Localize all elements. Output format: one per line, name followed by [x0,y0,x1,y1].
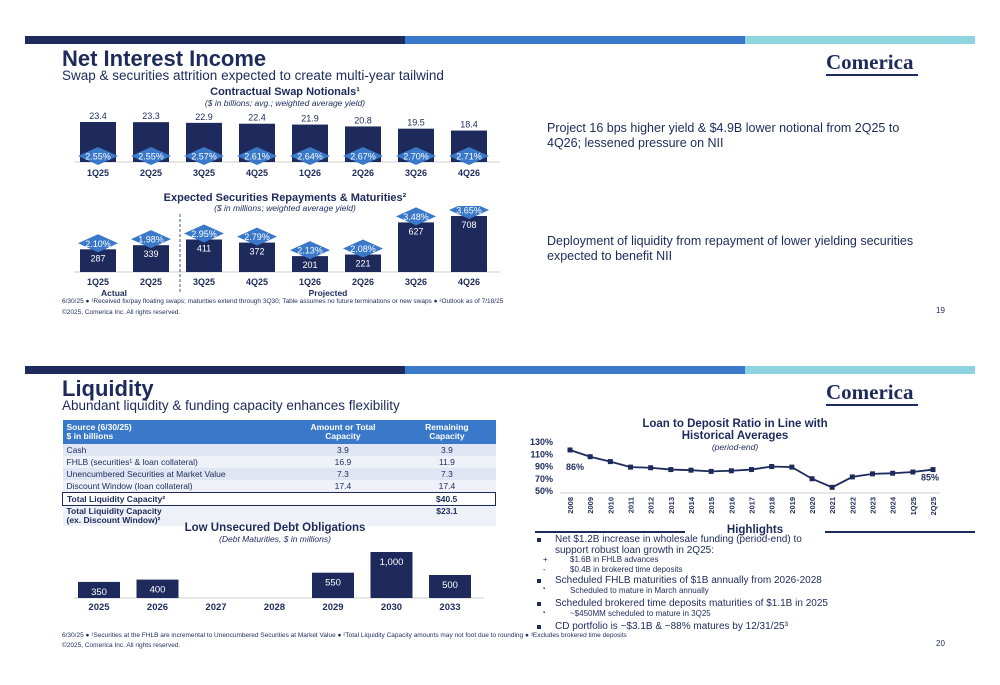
table-row [63,444,496,456]
highlights-heading: Highlights [685,524,825,536]
securities-value-label: 627 [408,226,424,237]
ltd-x-tick-label: 2009 [586,497,596,514]
table-header-row [63,420,496,444]
commentary-swaps: Project 16 bps higher yield & $4.9B lower notional from 2Q25 to 4Q26; lessened pressure on NII [547,121,900,150]
square-icon: ▪ [543,586,546,592]
swap-category-label: 1Q25 [86,168,110,178]
ltd-point [830,485,835,490]
ltd-x-tick-label: 2010 [606,497,616,514]
ltd-point [749,467,754,472]
footnote: 6/30/25 ● ¹Received fix/pay floating swaps; maturities extend through 3Q30; Table assumes no future terminations or new swaps ● ²Outlook as of 7/18/25 [62,298,504,305]
bullet-icon [537,602,541,606]
slide-subtitle: Swap & securities attrition expected to create multi-year tailwind [62,68,444,83]
swap-value-label: 23.3 [142,111,160,122]
debt-value-label: 350 [91,586,107,598]
ltd-point [729,468,734,473]
securities-value-label: 339 [143,249,159,260]
highlight-subitem: $1.6B in FHLB advances [570,555,659,564]
securities-category-label: 3Q26 [404,277,428,287]
swap-yield-label: 2.70% [403,151,429,162]
ltd-point [648,465,653,470]
row-amount: 16.9 [288,456,399,468]
securities-yield-label: 1.98% [138,234,164,245]
comerica-logo: Comerica [826,380,914,404]
copyright: ©2025, Comerica Inc. All rights reserved. [62,309,181,316]
bullet-icon [537,625,541,629]
ltd-x-tick-label: 2015 [707,497,717,514]
debt-value-label: 1,000 [379,557,404,568]
ltd-x-tick-label: 2017 [747,497,757,514]
header-amount: Amount or Total Capacity [288,420,399,444]
ltd-x-tick-label: 2024 [888,497,898,514]
liquidity-table [62,420,496,526]
total2-label: Total Liquidity Capacity (ex. Discount Window)² [63,506,288,527]
ltd-x-tick-label: 2023 [868,497,878,514]
row-label: Discount Window (loan collateral) [63,480,288,493]
ltd-point [931,467,936,472]
swap-value-label: 22.9 [195,111,213,122]
ltd-y-tick-label: 90% [534,461,553,472]
debt-category-label: 2026 [146,602,169,613]
ltd-x-tick-label: 2016 [727,497,737,514]
ltd-point [689,468,694,473]
securities-value-label: 708 [461,220,477,230]
ltd-end-label: 85% [920,472,939,483]
securities-category-label: 2Q25 [139,277,163,287]
ltd-x-tick-label: 2014 [687,497,696,514]
securities-yield-label: 2.95% [191,228,217,239]
securities-value-label: 221 [355,258,371,269]
table-total-row [63,493,496,506]
swap-category-label: 4Q25 [245,168,269,178]
highlight-subitem: Scheduled to mature in March annually [570,586,709,595]
ltd-point [910,470,915,475]
total-value: $40.5 [398,493,495,506]
debt-maturities-chart [70,548,490,614]
highlight-item: Scheduled brokered time deposits maturities of $1.1B in 2025 [555,598,828,609]
ltd-x-tick-label: 1Q25 [908,497,918,516]
header-stripe [0,366,1000,374]
swap-chart-title: Contractual Swap Notionals¹ [210,86,360,98]
debt-category-label: 2029 [322,602,344,613]
swap-category-label: 2Q25 [139,168,163,178]
ltd-chart-subtitle: (period-end) [711,442,759,452]
securities-repayments-chart [70,206,510,298]
securities-yield-label: 3.48% [403,211,429,222]
header-source: Source (6/30/25) $ in billions [63,420,288,444]
square-icon: ▪ [543,610,546,616]
swap-category-label: 2Q26 [351,168,375,178]
highlight-item: CD portfolio is ~$3.1B & ~88% matures by 12/31/25³ [555,621,788,632]
swap-yield-label: 2.55% [85,151,111,162]
securities-value-label: 287 [90,253,106,264]
row-amount: 7.3 [288,468,399,480]
securities-value-label: 372 [249,246,265,257]
ltd-x-tick-label: 2Q25 [929,497,938,516]
ltd-chart-title-2: Historical Averages [681,430,789,442]
footnote: 6/30/25 ● ¹Securities at the FHLB are incremental to Unencumbered Securities at Market Value ● ²Total Liquidity Capacity amounts may not foot due to rounding ● ³Excludes brokered time deposits [62,632,627,639]
securities-yield-label: 2.10% [85,238,111,249]
debt-value-label: 500 [442,580,458,591]
debt-chart-subtitle: (Debt Maturities, $ in millions) [219,534,331,544]
total2-value: $23.1 [398,506,495,527]
ltd-x-tick-label: 2021 [828,497,838,514]
ltd-x-tick-label: 2013 [666,497,676,514]
ltd-point [608,459,613,464]
row-remaining: 3.9 [398,444,495,456]
row-amount: 17.4 [288,480,399,493]
slide-net-interest-income [0,0,1000,320]
comerica-logo: Comerica [826,50,914,74]
slide-subtitle: Abundant liquidity & funding capacity enhances flexibility [62,398,400,413]
row-amount: 3.9 [288,444,399,456]
copyright: ©2025, Comerica Inc. All rights reserved. [62,642,181,649]
ltd-chart-title-1: Loan to Deposit Ratio in Line with [642,418,828,430]
ltd-start-label: 86% [566,461,585,472]
row-remaining: 11.9 [398,456,495,468]
commentary-securities: Deployment of liquidity from repayment of lower yielding securities expected to benefit NII [547,234,914,263]
ltd-point [810,476,815,481]
securities-category-label: 2Q26 [351,277,375,287]
ltd-point [769,464,774,469]
ltd-point [789,465,794,470]
ltd-x-tick-label: 2019 [787,497,797,514]
securities-category-label: 1Q25 [86,277,110,287]
securities-category-label: 4Q25 [245,277,269,287]
swap-chart-subtitle: ($ in billions; avg.; weighted average yield) [204,98,366,108]
slide-title: Liquidity [62,376,154,401]
swap-yield-label: 2.55% [138,151,164,162]
securities-value-label: 411 [196,243,212,254]
swap-value-label: 22.4 [248,112,266,123]
swap-category-label: 1Q26 [298,168,322,178]
securities-yield-label: 2.08% [350,244,376,255]
ltd-x-tick-label: 2008 [566,497,575,514]
debt-category-label: 2030 [380,602,403,613]
swap-value-label: 18.4 [460,119,478,130]
highlight-item: Net $1.2B increase in wholesale funding (period-end) to support robust loan growth in 2Q25: [555,534,802,556]
swap-value-label: 21.9 [301,113,319,124]
ltd-x-tick-label: 2012 [646,497,656,514]
securities-yield-label: 2.13% [297,245,323,256]
ltd-point [890,471,895,476]
row-label: Cash [63,444,288,456]
page-number: 20 [936,639,945,648]
securities-value-label: 201 [302,260,318,271]
bullet-icon [537,538,541,542]
ltd-x-tick-label: 2011 [626,497,636,514]
header-remaining: Remaining Capacity [398,420,495,444]
debt-category-label: 2028 [263,602,286,613]
debt-category-label: 2025 [88,602,110,613]
ltd-point [870,471,875,476]
ltd-y-tick-label: 50% [534,486,553,496]
securities-yield-label: 2.79% [244,232,270,243]
logo-underline [826,404,918,406]
swap-yield-label: 2.57% [191,151,217,162]
ltd-point [588,454,593,459]
securities-category-label: 3Q25 [192,277,216,287]
securities-chart-title: Expected Securities Repayments & Maturities² [163,192,407,204]
actual-label: Actual [101,288,127,298]
ltd-point [628,465,633,470]
ltd-x-tick-label: 2018 [767,497,777,514]
swap-yield-label: 2.61% [244,151,270,162]
row-label: FHLB (securities¹ & loan collateral) [63,456,288,468]
row-remaining: 7.3 [398,468,495,480]
securities-chart-subtitle: ($ in millions; weighted average yield) [214,203,356,213]
ltd-y-tick-label: 110% [530,449,553,460]
logo-underline [826,74,918,76]
swap-yield-label: 2.64% [297,151,323,162]
swap-category-label: 3Q25 [192,168,216,178]
slide-liquidity [0,362,1000,682]
swap-notionals-chart [70,104,510,184]
loan-to-deposit-chart [505,432,950,522]
projected-label: Projected [308,288,348,298]
bullet-icon [537,579,541,583]
ltd-y-tick-label: 130% [529,437,553,447]
slide-title: Net Interest Income [62,46,267,71]
securities-category-label: 4Q26 [457,277,481,287]
highlight-item: Scheduled FHLB maturities of $1B annually from 2026-2028 [555,575,822,586]
debt-value-label: 400 [149,584,166,596]
header-stripe [0,36,1000,44]
swap-value-label: 20.8 [354,115,372,126]
table-row [63,480,496,493]
swap-yield-label: 2.71% [456,151,482,162]
table-row [63,468,496,480]
ltd-point [568,447,573,452]
securities-category-label: 1Q26 [298,277,322,287]
swap-yield-label: 2.67% [350,151,376,162]
debt-chart-title: Low Unsecured Debt Obligations [184,522,366,534]
highlight-subitem: $0.4B in brokered time deposits [570,565,683,574]
swap-value-label: 23.4 [89,111,107,121]
table-row [63,456,496,468]
highlight-subitem: ~$450MM scheduled to mature in 3Q25 [570,609,711,618]
ltd-y-tick-label: 70% [534,473,553,484]
ltd-point [850,474,855,479]
row-remaining: 17.4 [398,480,495,493]
page-number: 19 [936,306,945,315]
debt-category-label: 2033 [439,602,461,613]
securities-yield-label: 3.65% [456,206,482,216]
ltd-point [709,469,714,474]
plus-icon: + [543,555,548,564]
swap-value-label: 19.5 [407,117,425,128]
total-label: Total Liquidity Capacity² [63,493,288,506]
swap-category-label: 4Q26 [457,168,481,178]
row-label: Unencumbered Securities at Market Value [63,468,288,480]
ltd-x-tick-label: 2022 [848,497,858,514]
swap-category-label: 3Q26 [404,168,428,178]
minus-icon: - [543,565,546,574]
debt-value-label: 550 [325,577,341,589]
ltd-point [668,467,673,472]
debt-category-label: 2027 [205,602,227,613]
ltd-x-tick-label: 2020 [808,497,817,514]
